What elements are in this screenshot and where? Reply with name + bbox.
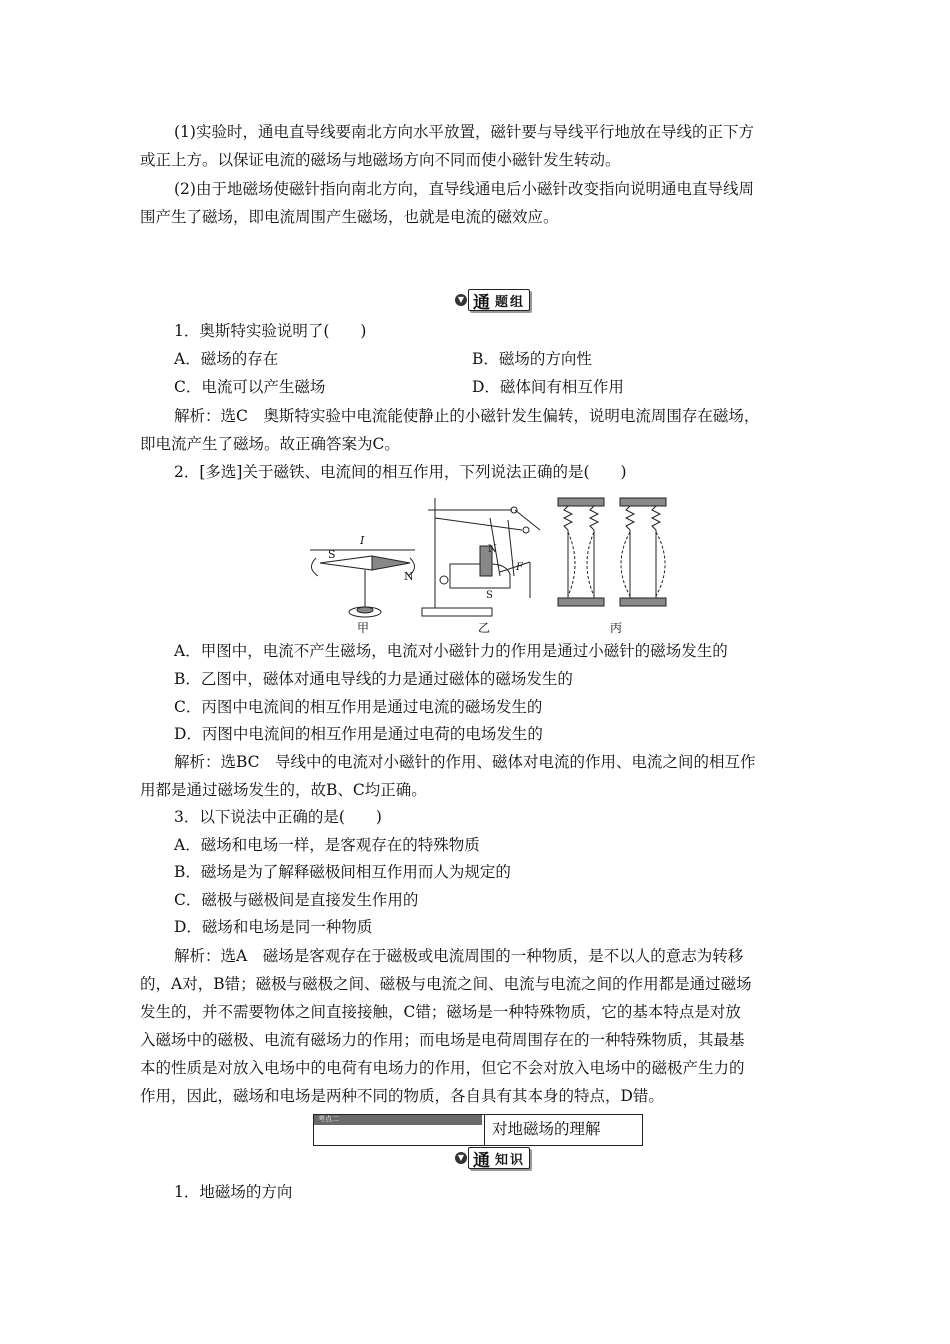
topic-title: 对地磁场的理解 (492, 1120, 601, 1138)
knowledge-badge (455, 1147, 529, 1169)
fig-label-f: F (516, 562, 523, 573)
q3-stem: 3．以下说法中正确的是( ) (174, 808, 382, 826)
q2-stem: 2．[多选]关于磁铁、电流间的相互作用，下列说法正确的是( ) (174, 463, 627, 481)
fig-label-s: S (328, 548, 336, 561)
q3-answer-line1: 解析：选A 磁场是客观存在于磁极或电流周围的一种物质，是不以人的意志为转移 (174, 947, 744, 965)
q3-answer-line6: 作用，因此，磁场和电场是两种不同的物质，各自具有其本身的特点，D错。 (140, 1087, 664, 1105)
chevron-down-icon: ▼ (455, 1152, 467, 1164)
chevron-down-icon: ▼ (455, 294, 467, 306)
q1-answer-line2: 即电流产生了磁场。故正确答案为C。 (140, 435, 400, 453)
figure-jia (310, 534, 415, 635)
q3-answer-line2: 的，A对，B错；磁极与磁极之间、磁极与电流之间、电流与电流之间的作用都是通过磁场 (140, 975, 752, 993)
q1-answer-line1: 解析：选C 奥斯特实验中电流能使静止的小磁针发生偏转，说明电流周围存在磁场， (174, 407, 760, 425)
figure-bing (558, 498, 666, 635)
practice-group-badge (455, 289, 529, 311)
section1-title: 1．地磁场的方向 (174, 1183, 293, 1201)
q1-option-c: C．电流可以产生磁场 (174, 378, 326, 396)
badge-big-char: 通 (473, 1151, 490, 1171)
q2-figure-drawing (300, 488, 680, 638)
fig-label-bing: 丙 (610, 621, 623, 635)
q3-option-b: B．磁场是为了解释磁极间相互作用而人为规定的 (174, 863, 511, 881)
q3-option-d: D．磁场和电场是同一种物质 (174, 918, 373, 936)
fig-label-n: N (404, 570, 414, 583)
fig-label-jia: 甲 (357, 621, 370, 635)
intro-para1-line2: 或正上方。以保证电流的磁场与地磁场方向不同而使小磁针发生转动。 (140, 151, 621, 169)
fig-label-yi: 乙 (478, 621, 491, 635)
fig-label-i: I (360, 534, 365, 547)
badge-small-text: 题组 (495, 295, 526, 310)
q3-answer-line3: 发生的，并不需要物体之间直接接触，C错；磁场是一种特殊物质，它的基本特点是对放 (140, 1003, 741, 1021)
q2-answer-line1: 解析：选BC 导线中的电流对小磁针的作用、磁体对电流的作用、电流之间的相互作 (174, 753, 756, 771)
topic-label: 考点二 (318, 1115, 339, 1123)
q2-option-c: C．丙图中电流间的相互作用是通过电流的磁场发生的 (174, 698, 543, 716)
fig-label-n-yi: N (488, 544, 497, 555)
q2-answer-line2: 用都是通过磁场发生的，故B、C均正确。 (140, 781, 427, 799)
q3-option-a: A．磁场和电场一样，是客观存在的特殊物质 (174, 836, 480, 854)
badge-big-char: 通 (473, 293, 490, 313)
q1-option-a: A．磁场的存在 (174, 350, 279, 368)
q3-answer-line5: 本的性质是对放入电场中的电荷有电场力的作用，但它不会对放入电场中的磁极产生力的 (140, 1059, 745, 1077)
topic-header (313, 1114, 643, 1146)
fig-label-s-yi: S (486, 590, 493, 601)
intro-para2-line2: 围产生了磁场，即电流周围产生磁场，也就是电流的磁效应。 (140, 208, 559, 226)
q1-option-b: B．磁场的方向性 (472, 350, 592, 368)
q2-option-b: B．乙图中，磁体对通电导线的力是通过磁体的磁场发生的 (174, 670, 573, 688)
q2-option-d: D．丙图中电流间的相互作用是通过电荷的电场发生的 (174, 725, 543, 743)
q2-option-a: A．甲图中，电流不产生磁场，电流对小磁针力的作用是通过小磁针的磁场发生的 (174, 642, 728, 660)
q3-option-c: C．磁极与磁极间是直接发生作用的 (174, 891, 419, 909)
q2-figure (300, 488, 680, 638)
intro-para2-line1: (2)由于地磁场使磁针指向南北方向，直导线通电后小磁针改变指向说明通电直导线周 (174, 180, 754, 198)
intro-para1-line1: (1)实验时，通电直导线要南北方向水平放置，磁针要与导线平行地放在导线的正下方 (174, 123, 754, 141)
q3-answer-line4: 入磁场中的磁极、电流有磁场力的作用；而电场是电荷周围存在的一种特殊物质，其最基 (140, 1031, 745, 1049)
q1-option-d: D．磁体间有相互作用 (472, 378, 624, 396)
badge-small-text: 知识 (495, 1153, 526, 1168)
q1-stem: 1．奥斯特实验说明了( ) (174, 322, 367, 340)
figure-yi (422, 498, 540, 635)
